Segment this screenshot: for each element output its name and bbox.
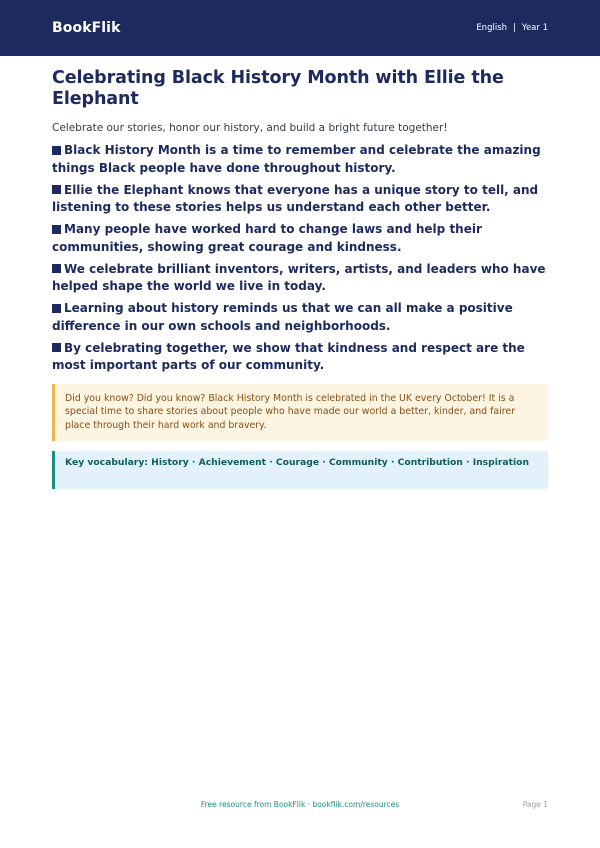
key-points-list: [52, 142, 548, 375]
square-bullet-icon: [52, 225, 61, 234]
page-footer: [52, 800, 548, 812]
list-item: [52, 261, 548, 296]
page-title: Celebrating Black History Month with Ellie the Elephant: [52, 68, 504, 109]
main-content: [0, 56, 600, 489]
page-number: Page 1: [522, 800, 548, 809]
list-item: [52, 300, 548, 335]
list-item: [52, 182, 548, 217]
brand-logo-text[interactable]: BookFlik: [52, 20, 121, 36]
square-bullet-icon: [52, 185, 61, 194]
list-item: [52, 142, 548, 177]
site-header: [0, 0, 600, 56]
year-label: Year 1: [521, 23, 548, 33]
subject-label: English: [476, 23, 508, 33]
header-meta: [476, 23, 548, 33]
list-item-text: Learning about history reminds us that we can all make a positive difference in our own schools and neighborhoods.: [52, 301, 513, 333]
square-bullet-icon: [52, 146, 61, 155]
list-item: [52, 221, 548, 256]
footer-resource-link[interactable]: Free resource from BookFlik · bookflik.com/resources: [200, 800, 400, 809]
page-subtitle: Celebrate our stories, honor our history, and build a bright future together!: [52, 122, 448, 134]
header-separator: |: [513, 23, 516, 33]
square-bullet-icon: [52, 343, 61, 352]
list-item-text: By celebrating together, we show that kindness and respect are the most important parts of our community.: [52, 340, 525, 372]
list-item: [52, 340, 548, 375]
square-bullet-icon: [52, 304, 61, 313]
key-vocabulary-box: Key vocabulary: History · Achievement · Courage · Community · Contribution · Inspiration: [52, 451, 548, 489]
list-item-text: Black History Month is a time to remember and celebrate the amazing things Black people have done throughout history.: [52, 143, 541, 175]
list-item-text: We celebrate brilliant inventors, writers, artists, and leaders who have helped shape the world we live in today.: [52, 261, 546, 293]
did-you-know-callout: Did you know? Did you know? Black History Month is celebrated in the UK every October! It is a special time to share stories about people who have made our world a better, kinder, and fairer place through their hard work and bravery.: [52, 384, 548, 442]
list-item-text: Many people have worked hard to change laws and help their communities, showing great courage and kindness.: [52, 222, 482, 254]
square-bullet-icon: [52, 264, 61, 273]
list-item-text: Ellie the Elephant knows that everyone has a unique story to tell, and listening to these stories helps us understand each other better.: [52, 182, 539, 214]
